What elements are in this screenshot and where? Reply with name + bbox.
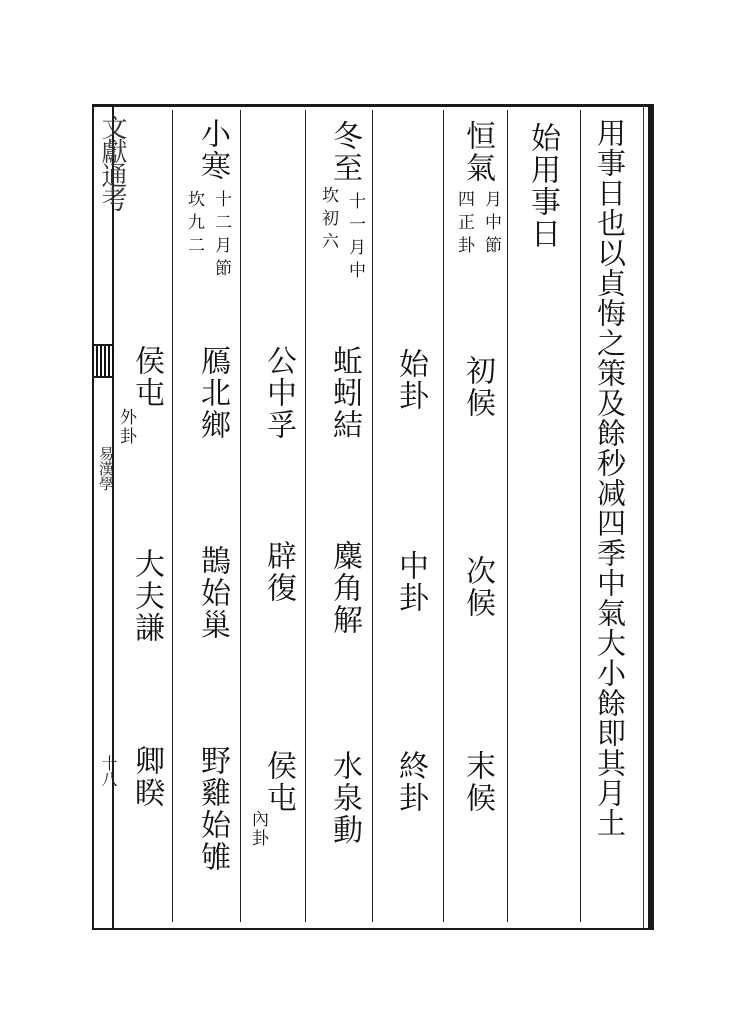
- cell-zhong-gua-end: 終卦: [393, 750, 428, 814]
- fishtail-mark: [92, 344, 114, 378]
- column-rule: [443, 110, 444, 922]
- column-rule: [172, 110, 173, 922]
- note-nei-gua: 內卦: [248, 810, 268, 848]
- heading-dong-zhi: 冬至: [327, 120, 362, 184]
- note-xiaohan-b: 坎九二: [184, 190, 204, 259]
- cell-que-shi-chao: 鵲始巢: [195, 545, 230, 641]
- note-heng-a: 月中節: [481, 190, 501, 259]
- banxin-book-name: 易漢學: [97, 446, 115, 491]
- note-dong-zhi: [316, 186, 368, 284]
- text-column-2: 始用事日: [525, 122, 560, 250]
- cell-shi-gua: 始卦: [393, 348, 428, 412]
- note-heng-qi: [452, 190, 504, 259]
- note-xiaohan-a: 十二月節: [211, 190, 231, 282]
- note-wai-gua: 外卦: [116, 408, 136, 446]
- note-xiao-han: [182, 190, 234, 282]
- column-rule: [372, 110, 373, 922]
- banxin-strip: [92, 104, 114, 930]
- cell-ye-ji-shi-gou: 野雞始雊: [195, 745, 230, 873]
- cell-mo-hou: 末候: [460, 750, 495, 814]
- column-rule: [580, 110, 581, 922]
- note-heng-b: 四正卦: [454, 190, 474, 259]
- banxin-page-number: 十八: [99, 755, 118, 787]
- cell-bi-fu: 辟復: [261, 540, 296, 604]
- cell-qiu-yin-jie: 蚯蚓結: [327, 345, 362, 441]
- cell-shui-quan-dong: 水泉動: [327, 750, 362, 846]
- cell-gong-zhong-fu: 公中孚: [261, 345, 296, 441]
- text-column-1: 用事日也以貞悔之策及餘秒减四季中氣大小餘即其月土: [593, 118, 627, 838]
- cell-da-fu-qian: 大夫謙: [129, 548, 164, 644]
- column-rule: [305, 110, 306, 922]
- heading-xiao-han: 小寒: [195, 118, 230, 182]
- note-dongzhi-b: 坎初六: [318, 186, 338, 255]
- cell-yan-bei-xiang: 鴈北鄉: [195, 345, 230, 441]
- cell-zhong-gua: 中卦: [393, 550, 428, 614]
- cell-hou-tun-outer: 侯屯: [129, 345, 164, 409]
- column-rule: [507, 110, 508, 922]
- cell-hou-tun-inner: 侯屯: [261, 750, 296, 814]
- cell-ci-hou: 次候: [460, 555, 495, 619]
- cell-qing-kui: 卿睽: [129, 745, 164, 809]
- column-rule: [240, 110, 241, 922]
- banxin-title: 文獻通考: [97, 114, 127, 210]
- page-frame: [92, 104, 654, 930]
- note-dongzhi-a: 十一月中: [345, 192, 365, 284]
- cell-chu-hou: 初候: [460, 355, 495, 419]
- heading-heng-qi: 恒氣: [460, 120, 495, 184]
- cell-mi-jiao-jie: 麋角解: [327, 540, 362, 636]
